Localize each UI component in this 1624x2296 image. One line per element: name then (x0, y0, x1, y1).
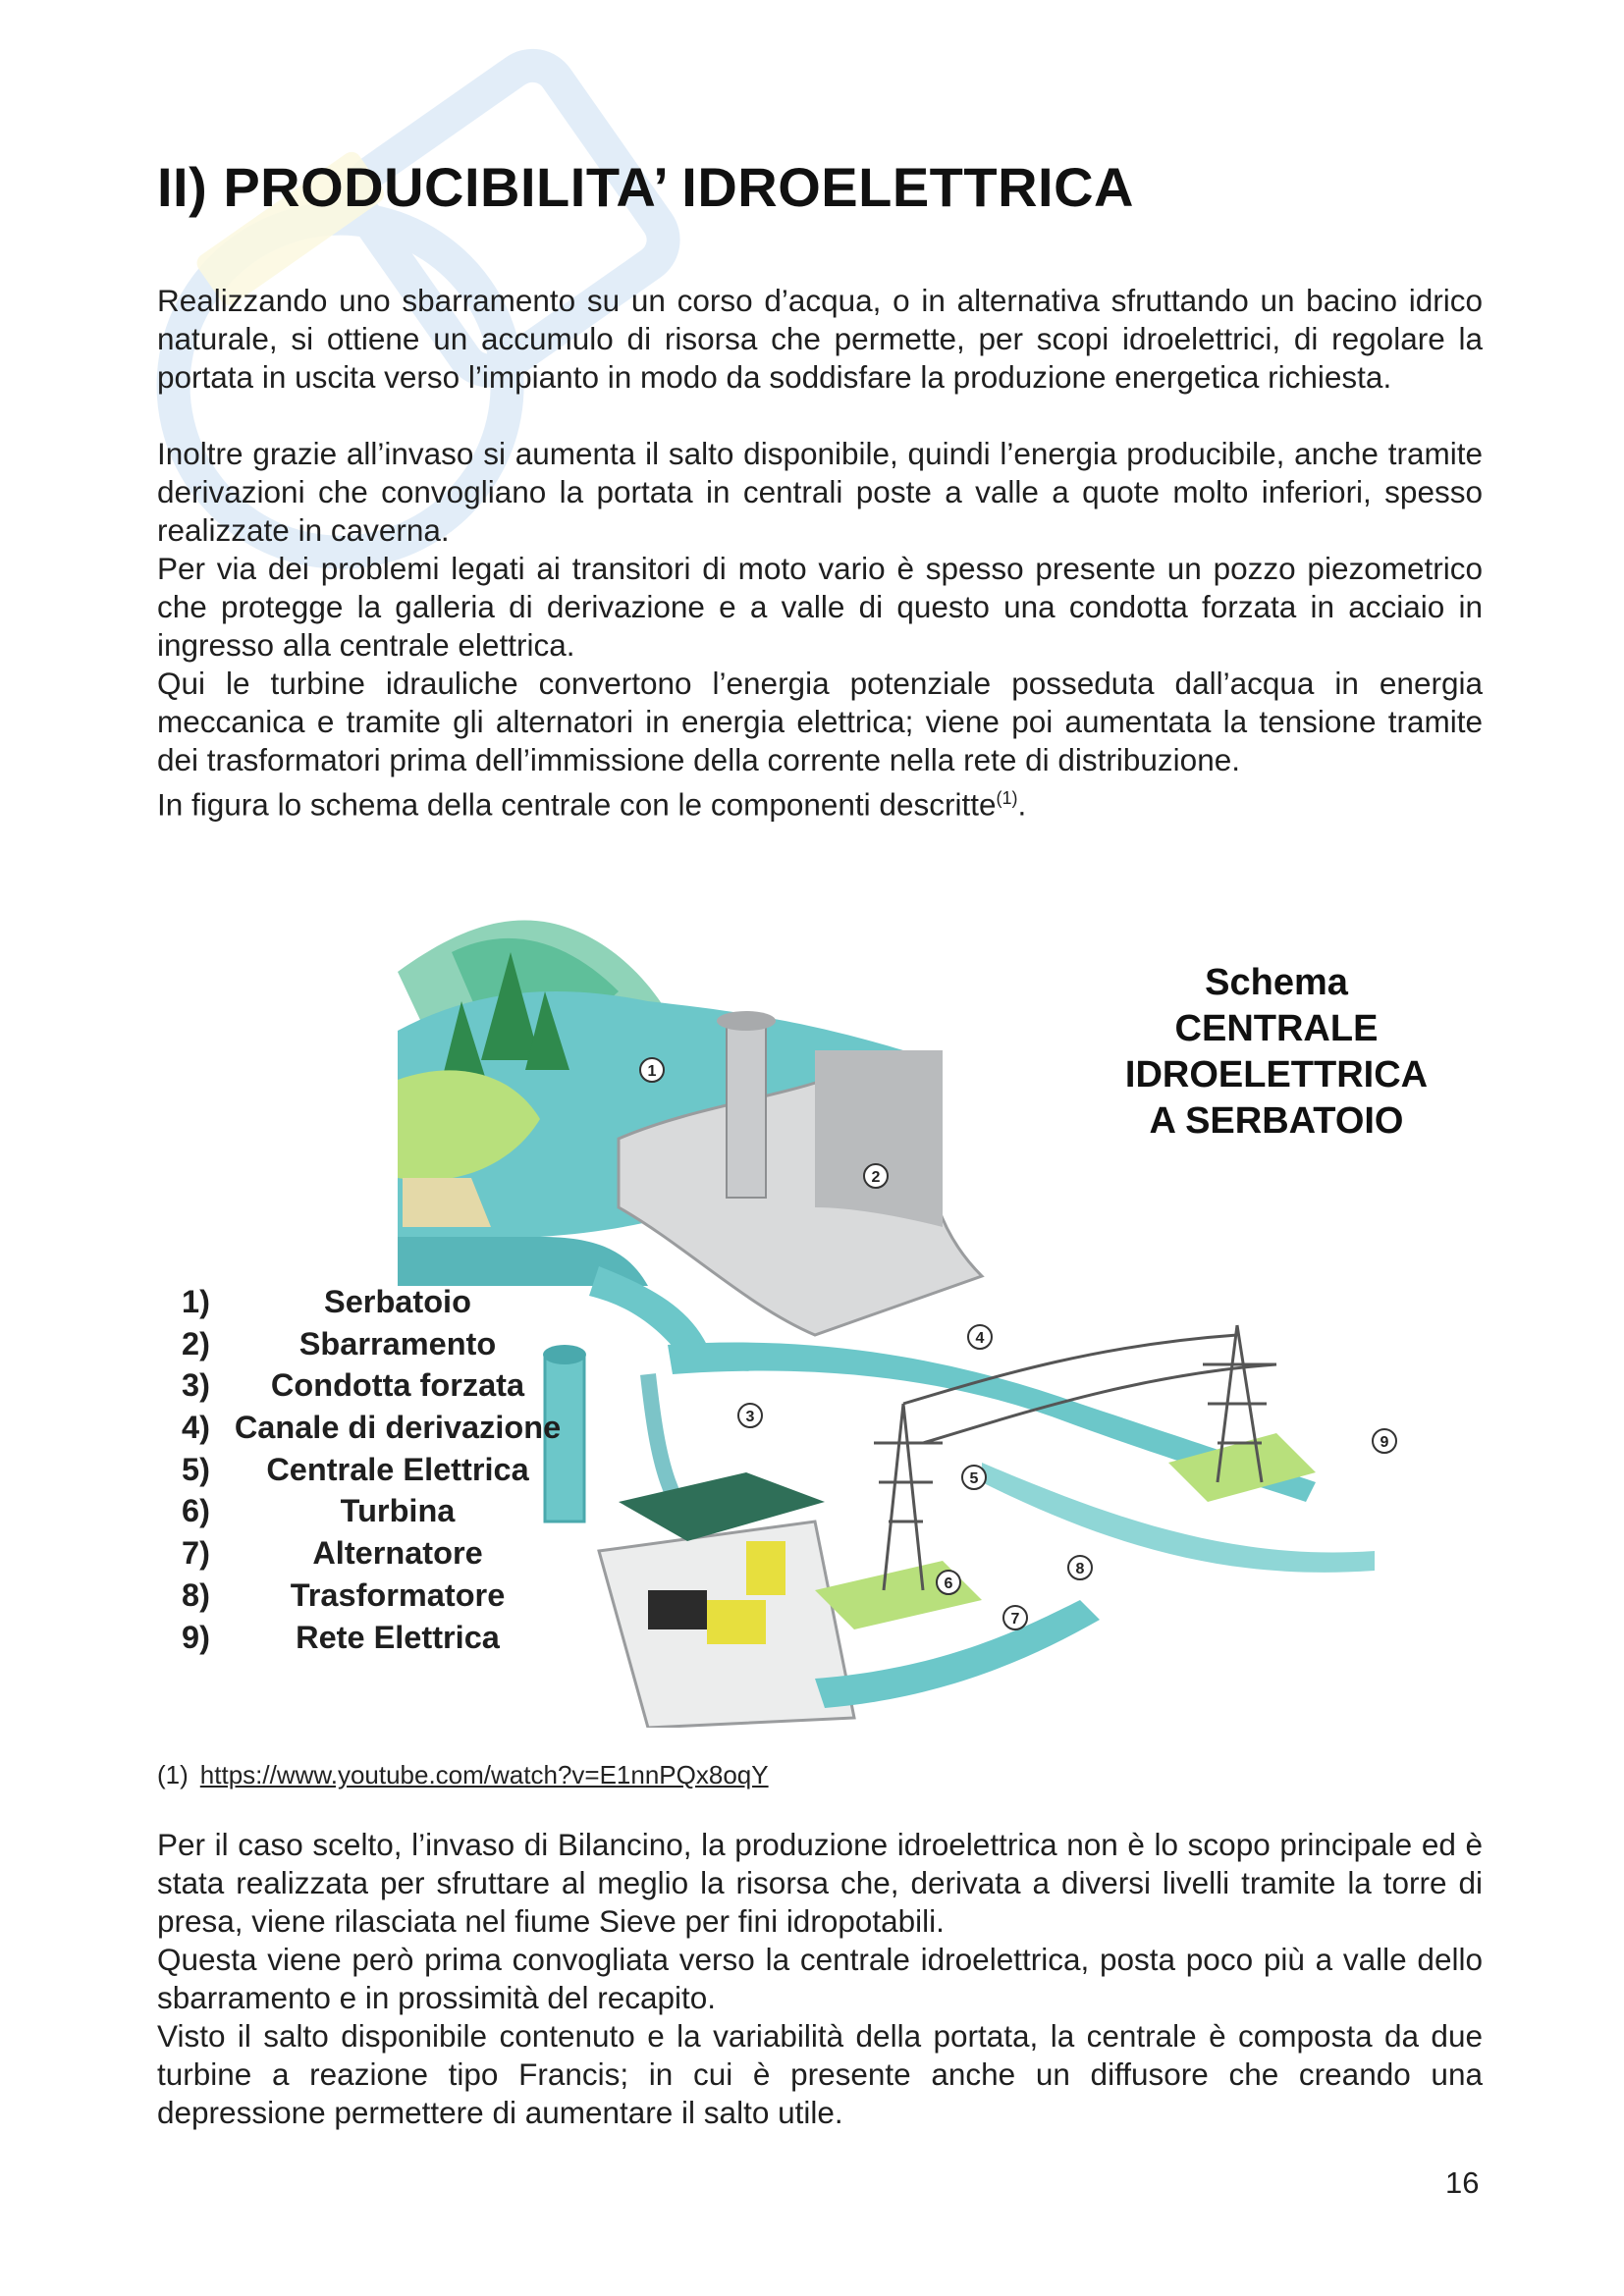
page-number: 16 (1445, 2165, 1480, 2200)
intro-paragraph-1: Realizzando uno sbarramento su un corso d’acqua, o in alternativa sfruttando un bacino idrico naturale, si ottiene un accumulo di risorsa che permette, per scopi idroelettrici, di regolare la portata in uscita verso l’impianto in modo da soddisfare la produzione energetica richiesta. (157, 283, 1483, 395)
marker-5-label: 5 (969, 1470, 979, 1487)
intro-paragraph-2: Inoltre grazie all’invaso si aumenta il salto disponibile, quindi l’energia producibile, anche tramite derivazioni che convogliano la portata in centrali poste a valle a quote molto inferiori, spesso realizzate in caverna. (157, 436, 1483, 548)
marker-2-label: 2 (871, 1169, 881, 1186)
footnote-ref: (1) (157, 1760, 189, 1789)
schema-title (1070, 960, 1483, 1145)
schema-title-line-1: Schema (1205, 962, 1348, 1003)
marker-1-label: 1 (647, 1063, 657, 1080)
legend-item: 7) Alternatore (182, 1535, 483, 1572)
intro-paragraph-4: Qui le turbine idrauliche convertono l’energia potenziale posseduta dall’acqua in energia meccanica e tramite gli alternatori in energia elettrica; viene poi aumentata la tensione tramite dei trasformatori prima dell’immissione della corrente nella rete di distribuzione. (157, 666, 1483, 777)
marker-9-label: 9 (1380, 1434, 1389, 1451)
legend-item: 8) Trasformatore (182, 1576, 506, 1613)
marker-8-label: 8 (1075, 1561, 1085, 1577)
legend-item: 3) Condotta forzata (182, 1367, 525, 1404)
legend-item: 4) Canale di derivazione (182, 1410, 562, 1446)
marker-7-label: 7 (1010, 1611, 1020, 1628)
case-paragraph-3: Visto il salto disponibile contenuto e la variabilità della portata, la centrale è composta da due turbine a reazione tipo Francis; in cui è presente anche un diffusore che creando una depressione permettere di aumentare il salto utile. (157, 2018, 1483, 2130)
legend-item: 9) Rete Elettrica (182, 1619, 500, 1655)
legend-item: 2) Sbarramento (182, 1325, 497, 1362)
schema-title-line-4: A SERBATOIO (1149, 1100, 1404, 1142)
marker-4-label: 4 (975, 1330, 985, 1347)
figure-footnote-ref: (1) (996, 788, 1018, 808)
case-paragraph-2: Questa viene però prima convogliata verso la centrale idroelettrica, posta poco più a valle dello sbarramento e in prossimità del recapito. (157, 1942, 1483, 2015)
legend-item: 5) Centrale Elettrica (182, 1451, 529, 1487)
footnote-link[interactable]: https://www.youtube.com/watch?v=E1nnPQx8oqY (199, 1760, 769, 1789)
legend-item: 1) Serbatoio (182, 1284, 471, 1319)
component-legend (182, 1284, 614, 1661)
page-title: II) PRODUCIBILITA’ IDROELETTRICA (157, 156, 1134, 218)
schema-title-line-3: IDROELETTRICA (1124, 1054, 1429, 1095)
marker-6-label: 6 (944, 1575, 953, 1592)
footnote (157, 1760, 769, 1790)
case-paragraph-1: Per il caso scelto, l’invaso di Bilancino, la produzione idroelettrica non è lo scopo principale ed è stata realizzata per sfruttare al meglio la risorsa che, derivata a diversi livelli tramite la torre di presa, viene rilasciata nel fiume Sieve per fini idropotabili. (157, 1827, 1483, 1939)
schema-title-line-2: CENTRALE (1174, 1008, 1379, 1049)
marker-3-label: 3 (745, 1409, 755, 1425)
intro-paragraph-3: Per via dei problemi legati ai transitori di moto vario è spesso presente un pozzo piezometrico che protegge la galleria di derivazione e a valle di questo una condotta forzata in acciaio in ingresso alla centrale elettrica. (157, 551, 1483, 663)
figure-sentence: In figura lo schema della centrale con le componenti descritte$^{(1)}$. (157, 786, 1027, 823)
legend-item: 6) Turbina (182, 1493, 456, 1529)
